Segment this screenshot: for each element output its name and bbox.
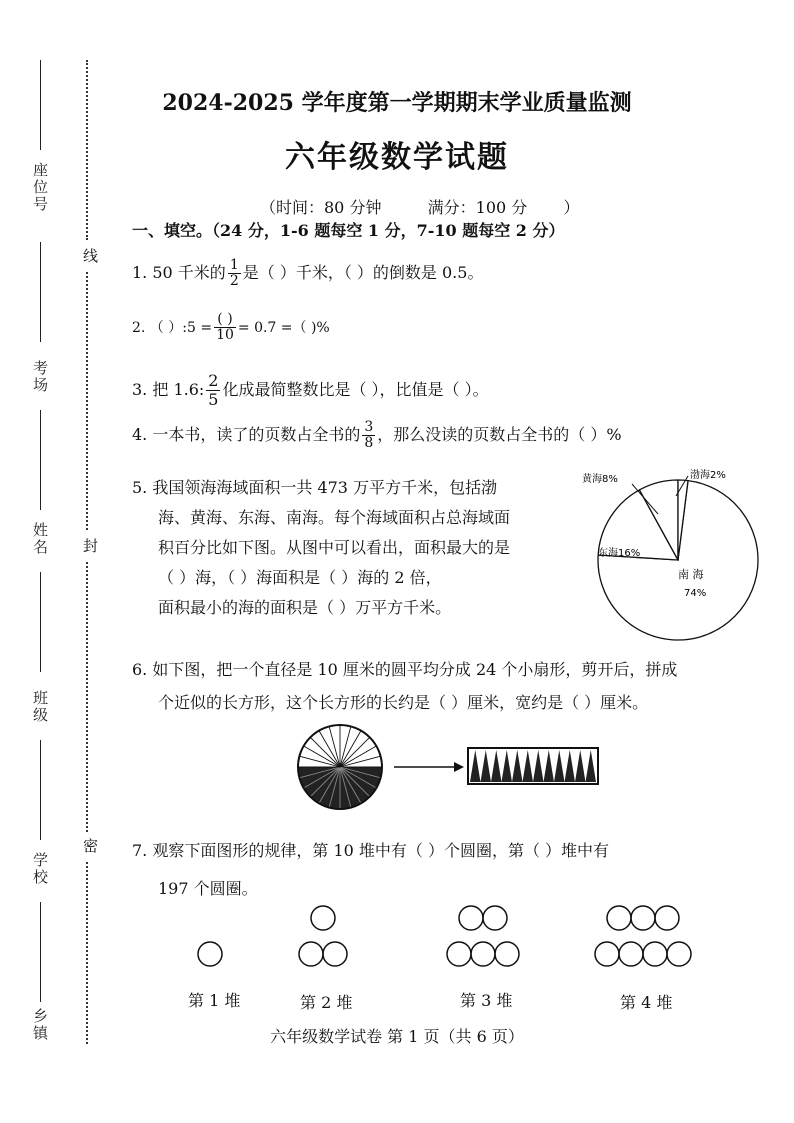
exam-subtitle: 六年级数学试题 (285, 140, 509, 175)
q3-text: 3. 把 1.6: (132, 380, 205, 399)
pile-4-circle (667, 942, 691, 966)
q5-line: 5. 我国领海海域面积一共 473 万平方千米，包括渤 (132, 478, 498, 497)
pile-1-circle (198, 942, 222, 966)
seal-dotted-line (86, 562, 88, 832)
pile-2-circle (323, 942, 347, 966)
pile-3-circle (447, 942, 471, 966)
q2-text: 2. （ ）:5 = (132, 320, 213, 336)
pile-3-circle (471, 942, 495, 966)
sector-line (340, 726, 351, 767)
question-3 (132, 372, 489, 409)
pile-label-4: 第 4 堆 (620, 993, 673, 1012)
q7-line: 7. 观察下面图形的规律，第 10 堆中有（ ）个圆圈，第（ ）堆中有 (132, 841, 610, 860)
exam-info (260, 195, 579, 218)
exam-score: 满分：100 分 (427, 198, 528, 217)
question-5 (132, 473, 510, 623)
pile-4-circle (655, 906, 679, 930)
q4-text: 4. 一本书，读了的页数占全书的 (132, 425, 361, 444)
q6-line: 个近似的长方形，这个长方形的长约是（ ）厘米，宽约是（ ）厘米。 (158, 693, 649, 712)
name-label: 姓名 (31, 522, 49, 556)
pile-3-circle (495, 942, 519, 966)
class-label: 班级 (31, 690, 49, 724)
fraction: $\frac{3}{8}$ (364, 419, 374, 451)
town-label: 乡镇 (31, 1008, 49, 1042)
school-label: 学校 (31, 852, 49, 886)
exam-title: 2024-2025 学年度第一学期期末学业质量监测 (162, 90, 632, 116)
sector-line (329, 726, 340, 767)
q2-text: = 0.7 =（ )% (237, 320, 330, 336)
pile-2-circle (311, 906, 335, 930)
q5-line: 积百分比如下图。从图中可以看出，面积最大的是 (158, 538, 511, 557)
seat-label: 座位号 (31, 162, 49, 213)
q7-line: 197 个圆圈。 (158, 879, 258, 898)
question-7 (132, 832, 609, 908)
seal-dotted-line (86, 272, 88, 530)
seal-char-mi: 密 (81, 838, 99, 853)
blank-line (40, 242, 41, 342)
arrow-head-icon (454, 762, 464, 772)
pie-label-donghai: 东海16% (598, 548, 641, 559)
exam-time: （时间：80 分钟 (260, 198, 382, 217)
pie-label-huanghai: 黄海8% (582, 474, 618, 485)
pile-3-circle (459, 906, 483, 930)
sector-circle (298, 725, 382, 809)
exam-info-close: ） (563, 198, 580, 217)
q4-text: ，那么没读的页数占全书的（ ）% (377, 425, 622, 444)
blank-line (40, 902, 41, 1002)
pile-4-circle (631, 906, 655, 930)
pile-4-circle (643, 942, 667, 966)
circle-to-rectangle-figure (290, 722, 610, 812)
pie-label-nanhai-pct: 74% (684, 588, 707, 599)
section-title: 一、填空。（24 分，1-6 题每空 1 分，7-10 题每空 2 分） (132, 221, 565, 240)
fraction: $\frac{2}{5}$ (208, 371, 219, 409)
pile-4-circle (595, 942, 619, 966)
pie-label-nanhai: 南 海 (678, 568, 704, 581)
question-1 (132, 258, 483, 289)
fraction: $\frac{( )}{10}$ (216, 311, 234, 343)
q1-text: 是（ ）千米，（ ）的倒数是 0.5。 (242, 263, 484, 282)
pile-2-circle (299, 942, 323, 966)
fraction: $\frac{1}{2}$ (229, 257, 239, 289)
sector-line (299, 756, 340, 767)
q5-line: 面积最小的海的面积是（ ）万平方千米。 (158, 598, 452, 617)
pile-3-circle (483, 906, 507, 930)
pile-4-circle (619, 942, 643, 966)
pile-label-1: 第 1 堆 (188, 991, 241, 1010)
q3-text: 化成最简整数比是（ ），比值是（ ）。 (222, 380, 489, 399)
circle-piles-figure (180, 898, 720, 978)
exam-room-label: 考场 (31, 360, 49, 394)
seal-dotted-line (86, 862, 88, 1044)
blank-line (40, 572, 41, 672)
seal-char-xian: 线 (81, 248, 99, 263)
pile-4-circle (607, 906, 631, 930)
sector-line (340, 756, 381, 767)
blank-line (40, 410, 41, 510)
page-footer: 六年级数学试卷 第 1 页（共 6 页） (270, 1027, 524, 1046)
blank-line (40, 740, 41, 840)
sea-area-pie-chart (582, 462, 760, 642)
q5-line: 海、黄海、东海、南海。每个海域面积占总海域面 (158, 508, 511, 527)
pile-label-2: 第 2 堆 (300, 993, 353, 1012)
pie-label-bohai: 渤海2% (690, 470, 726, 481)
question-6 (132, 653, 677, 719)
question-2 (132, 312, 330, 343)
q6-line: 6. 如下图，把一个直径是 10 厘米的圆平均分成 24 个小扇形，剪开后，拼成 (132, 660, 678, 679)
seal-char-feng: 封 (81, 538, 99, 553)
question-4 (132, 420, 622, 451)
q1-text: 1. 50 千米的 (132, 263, 226, 282)
q5-line: （ ）海，（ ）海面积是（ ）海的 2 倍， (158, 568, 442, 587)
pile-label-3: 第 3 堆 (460, 991, 513, 1010)
